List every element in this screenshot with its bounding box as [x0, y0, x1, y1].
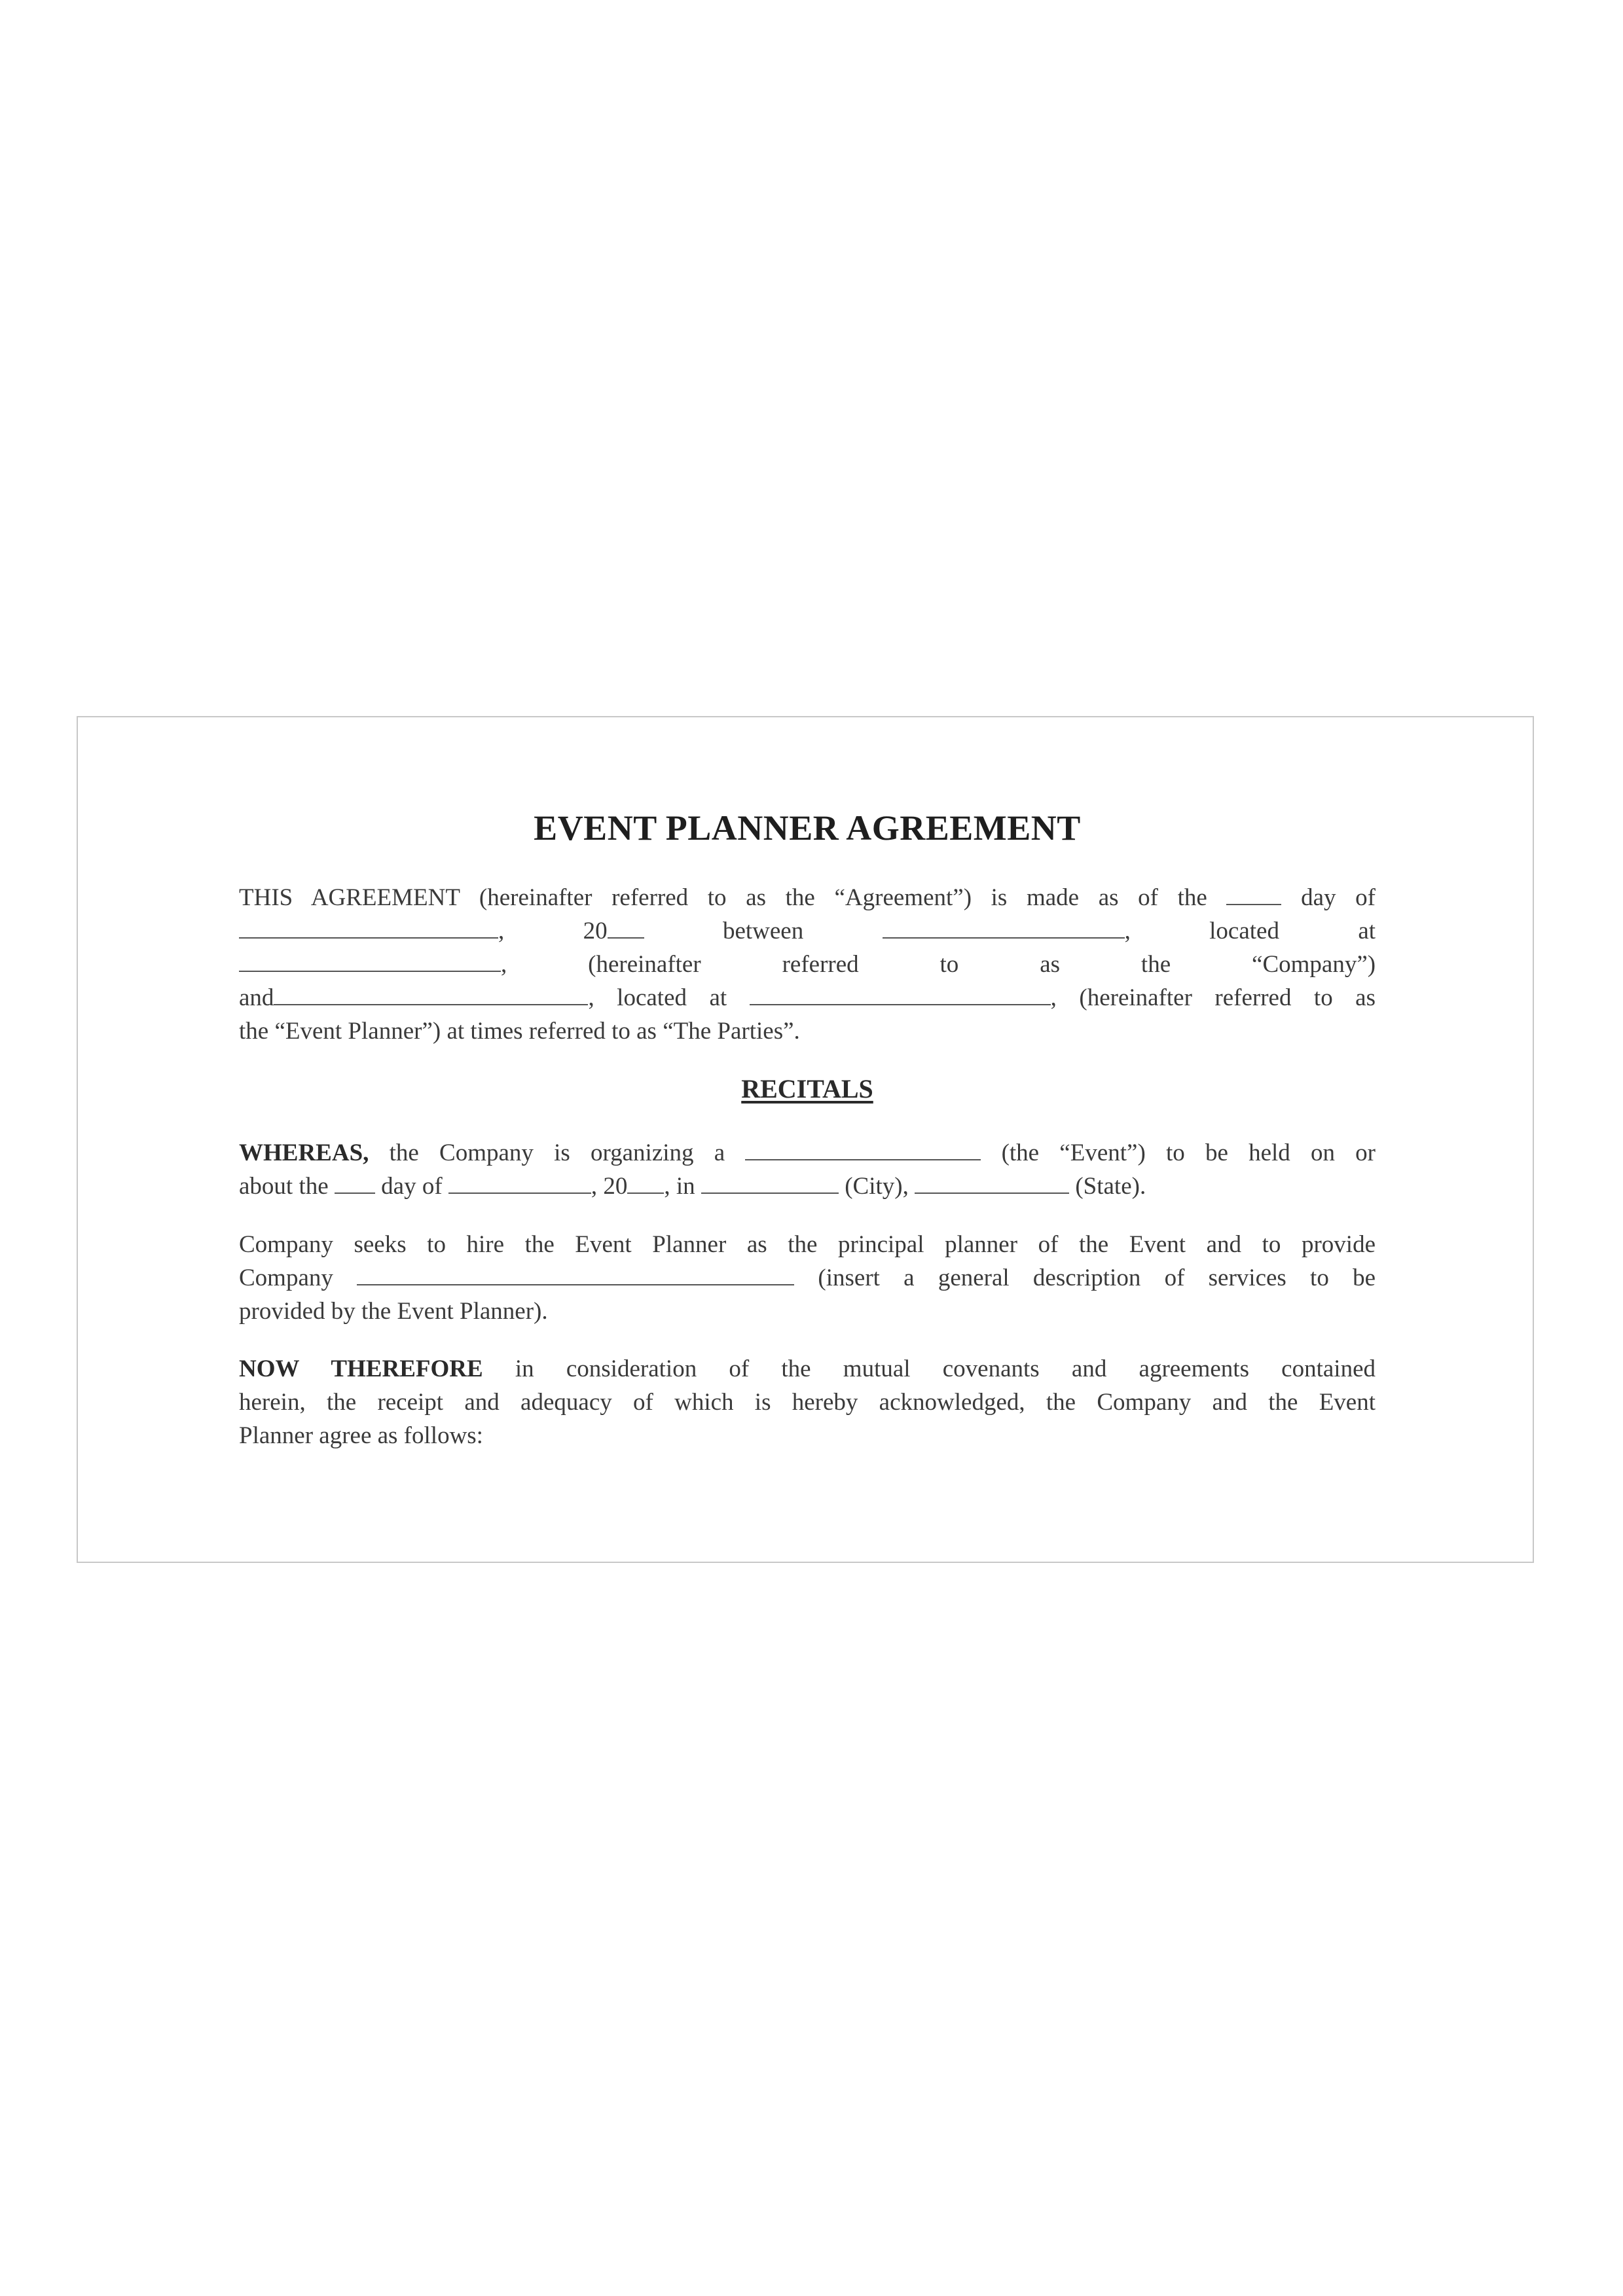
company-address-blank: [239, 951, 501, 972]
event-day-blank: [335, 1173, 375, 1194]
services-paragraph: [239, 1228, 1376, 1328]
now-therefore-paragraph: [239, 1352, 1376, 1452]
recitals-heading: RECITALS: [741, 1074, 873, 1103]
event-type-blank: [745, 1139, 981, 1160]
services-description-blank: [357, 1265, 794, 1285]
intro-line-5: the “Event Planner”) at times referred to as “The Parties”.: [239, 1018, 800, 1045]
company-name-blank: [883, 918, 1125, 939]
services-line-3: provided by the Event Planner).: [239, 1298, 548, 1325]
city-blank: [701, 1173, 839, 1194]
services-line-2: Company (insert a general description of services to be: [239, 1265, 1376, 1291]
intro-line-2: , 20 between , located at: [239, 914, 1376, 948]
intro-line-1: THIS AGREEMENT (hereinafter referred to as the “Agreement”) is made as of the day of: [239, 884, 1376, 911]
document-title: EVENT PLANNER AGREEMENT: [534, 808, 1081, 848]
date-blank: [239, 918, 498, 939]
document-page: [77, 716, 1534, 1563]
state-blank: [915, 1173, 1069, 1194]
now-therefore-line-1: NOW THEREFORE in consideration of the mutual covenants and agreements contained: [239, 1355, 1376, 1382]
event-year-blank: [627, 1173, 664, 1194]
whereas-paragraph: [239, 1136, 1376, 1203]
planner-address-blank: [750, 984, 1051, 1005]
planner-name-blank: [274, 984, 588, 1005]
intro-line-4: and , located at , (hereinafter referred to as: [239, 984, 1376, 1011]
day-blank: [1226, 884, 1281, 905]
event-month-blank: [448, 1173, 591, 1194]
year-blank: [608, 918, 644, 939]
intro-line-3: , (hereinafter referred to as the “Company”): [239, 948, 1376, 981]
now-therefore-line-2: herein, the receipt and adequacy of which is hereby acknowledged, the Company and the Event: [239, 1389, 1376, 1416]
whereas-line-2: about the day of , 20 , in (City), (State).: [239, 1173, 1146, 1200]
intro-paragraph: [239, 881, 1376, 1048]
whereas-line-1: WHEREAS, the Company is organizing a (the “Event”) to be held on or: [239, 1139, 1376, 1166]
services-line-1: Company seeks to hire the Event Planner as the principal planner of the Event and to provide: [239, 1231, 1376, 1258]
now-therefore-line-3: Planner agree as follows:: [239, 1422, 483, 1449]
